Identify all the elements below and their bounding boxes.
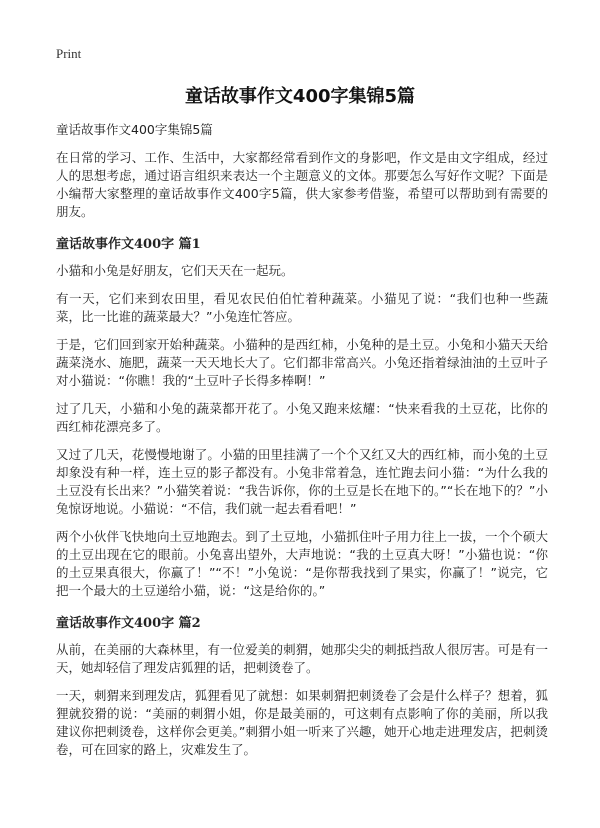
paragraph: 于是，它们回到家开始种蔬菜。小猫种的是西红柿，小兔种的是土豆。小兔和小猫天天给蔬菜浇水、施肥，蔬菜一天天地长大了。它们都非常高兴。小兔还指着绿油油的土豆叶子对小猫说：“你瞧！我的“土豆叶子长得多棒啊！” (56, 337, 548, 388)
document-title: 童话故事作文400字集锦5篇 (184, 86, 416, 107)
print-label: Print (56, 46, 82, 61)
paragraph: 小猫和小兔是好朋友，它们天天在一起玩。 (56, 263, 294, 278)
paragraph: 从前，在美丽的大森林里，有一位爱美的刺猬，她那尖尖的刺抵挡敌人很厉害。可是有一天，她却轻信了理发店狐狸的话，把刺烫卷了。 (56, 642, 548, 675)
paragraph: 一天，刺猬来到理发店，狐狸看见了就想：如果刺猬把刺烫卷了会是什么样子？想着，狐狸就狡猾的说：“美丽的刺猬小姐，你是最美丽的，可这刺有点影响了你的美丽，所以我建议你把刺烫卷，这样你会更美。”刺猬小姐一听来了兴趣，她开心地走进理发店，把刺烫卷，可在回家的路上，灾难发生了。 (56, 688, 548, 757)
document-subtitle: 童话故事作文400字集锦5篇 (56, 122, 213, 137)
document-body (56, 120, 548, 769)
section-heading-1: 童话故事作文400字 篇1 (56, 237, 201, 252)
section-heading-2: 童话故事作文400字 篇2 (56, 616, 201, 631)
paragraph: 两个小伙伴飞快地向土豆地跑去。到了土豆地，小猫抓住叶子用力往上一拔，一个个硕大的土豆出现在它的眼前。小兔喜出望外，大声地说：“我的土豆真大呀！”小猫也说：“你的土豆果真很大，你赢了！”“不！”小兔说：“是你帮我找到了果实，你赢了！”说完，它把一个最大的土豆递给小猫，说：“这是给你的。” (56, 529, 548, 598)
paragraph: 有一天，它们来到农田里，看见农民伯伯忙着种蔬菜。小猫见了说：“我们也种一些蔬菜，比一比谁的蔬菜最大？”小兔连忙答应。 (56, 291, 548, 324)
intro-paragraph: 在日常的学习、工作、生活中，大家都经常看到作文的身影吧，作文是由文字组成，经过人的思想考虑，通过语言组织来表达一个主题意义的文体。那要怎么写好作文呢？下面是小编帮大家整理的童话故事作文400字5篇，供大家参考借鉴，希望可以帮助到有需要的朋友。 (56, 150, 548, 219)
paragraph: 过了几天，小猫和小兔的蔬菜都开花了。小兔又跑来炫耀：“快来看我的土豆花，比你的西红柿花漂亮多了。 (56, 401, 548, 434)
paragraph: 又过了几天，花慢慢地谢了。小猫的田里挂满了一个个又红又大的西红柿，而小兔的土豆却象没有种一样，连土豆的影子都没有。小兔非常着急，连忙跑去问小猫：“为什么我的土豆没有长出来？”小猫笑着说：“我告诉你，你的土豆是长在地下的。”“长在地下的？”小兔惊讶地说。小猫说：“不信，我们就一起去看看吧！” (56, 447, 548, 516)
